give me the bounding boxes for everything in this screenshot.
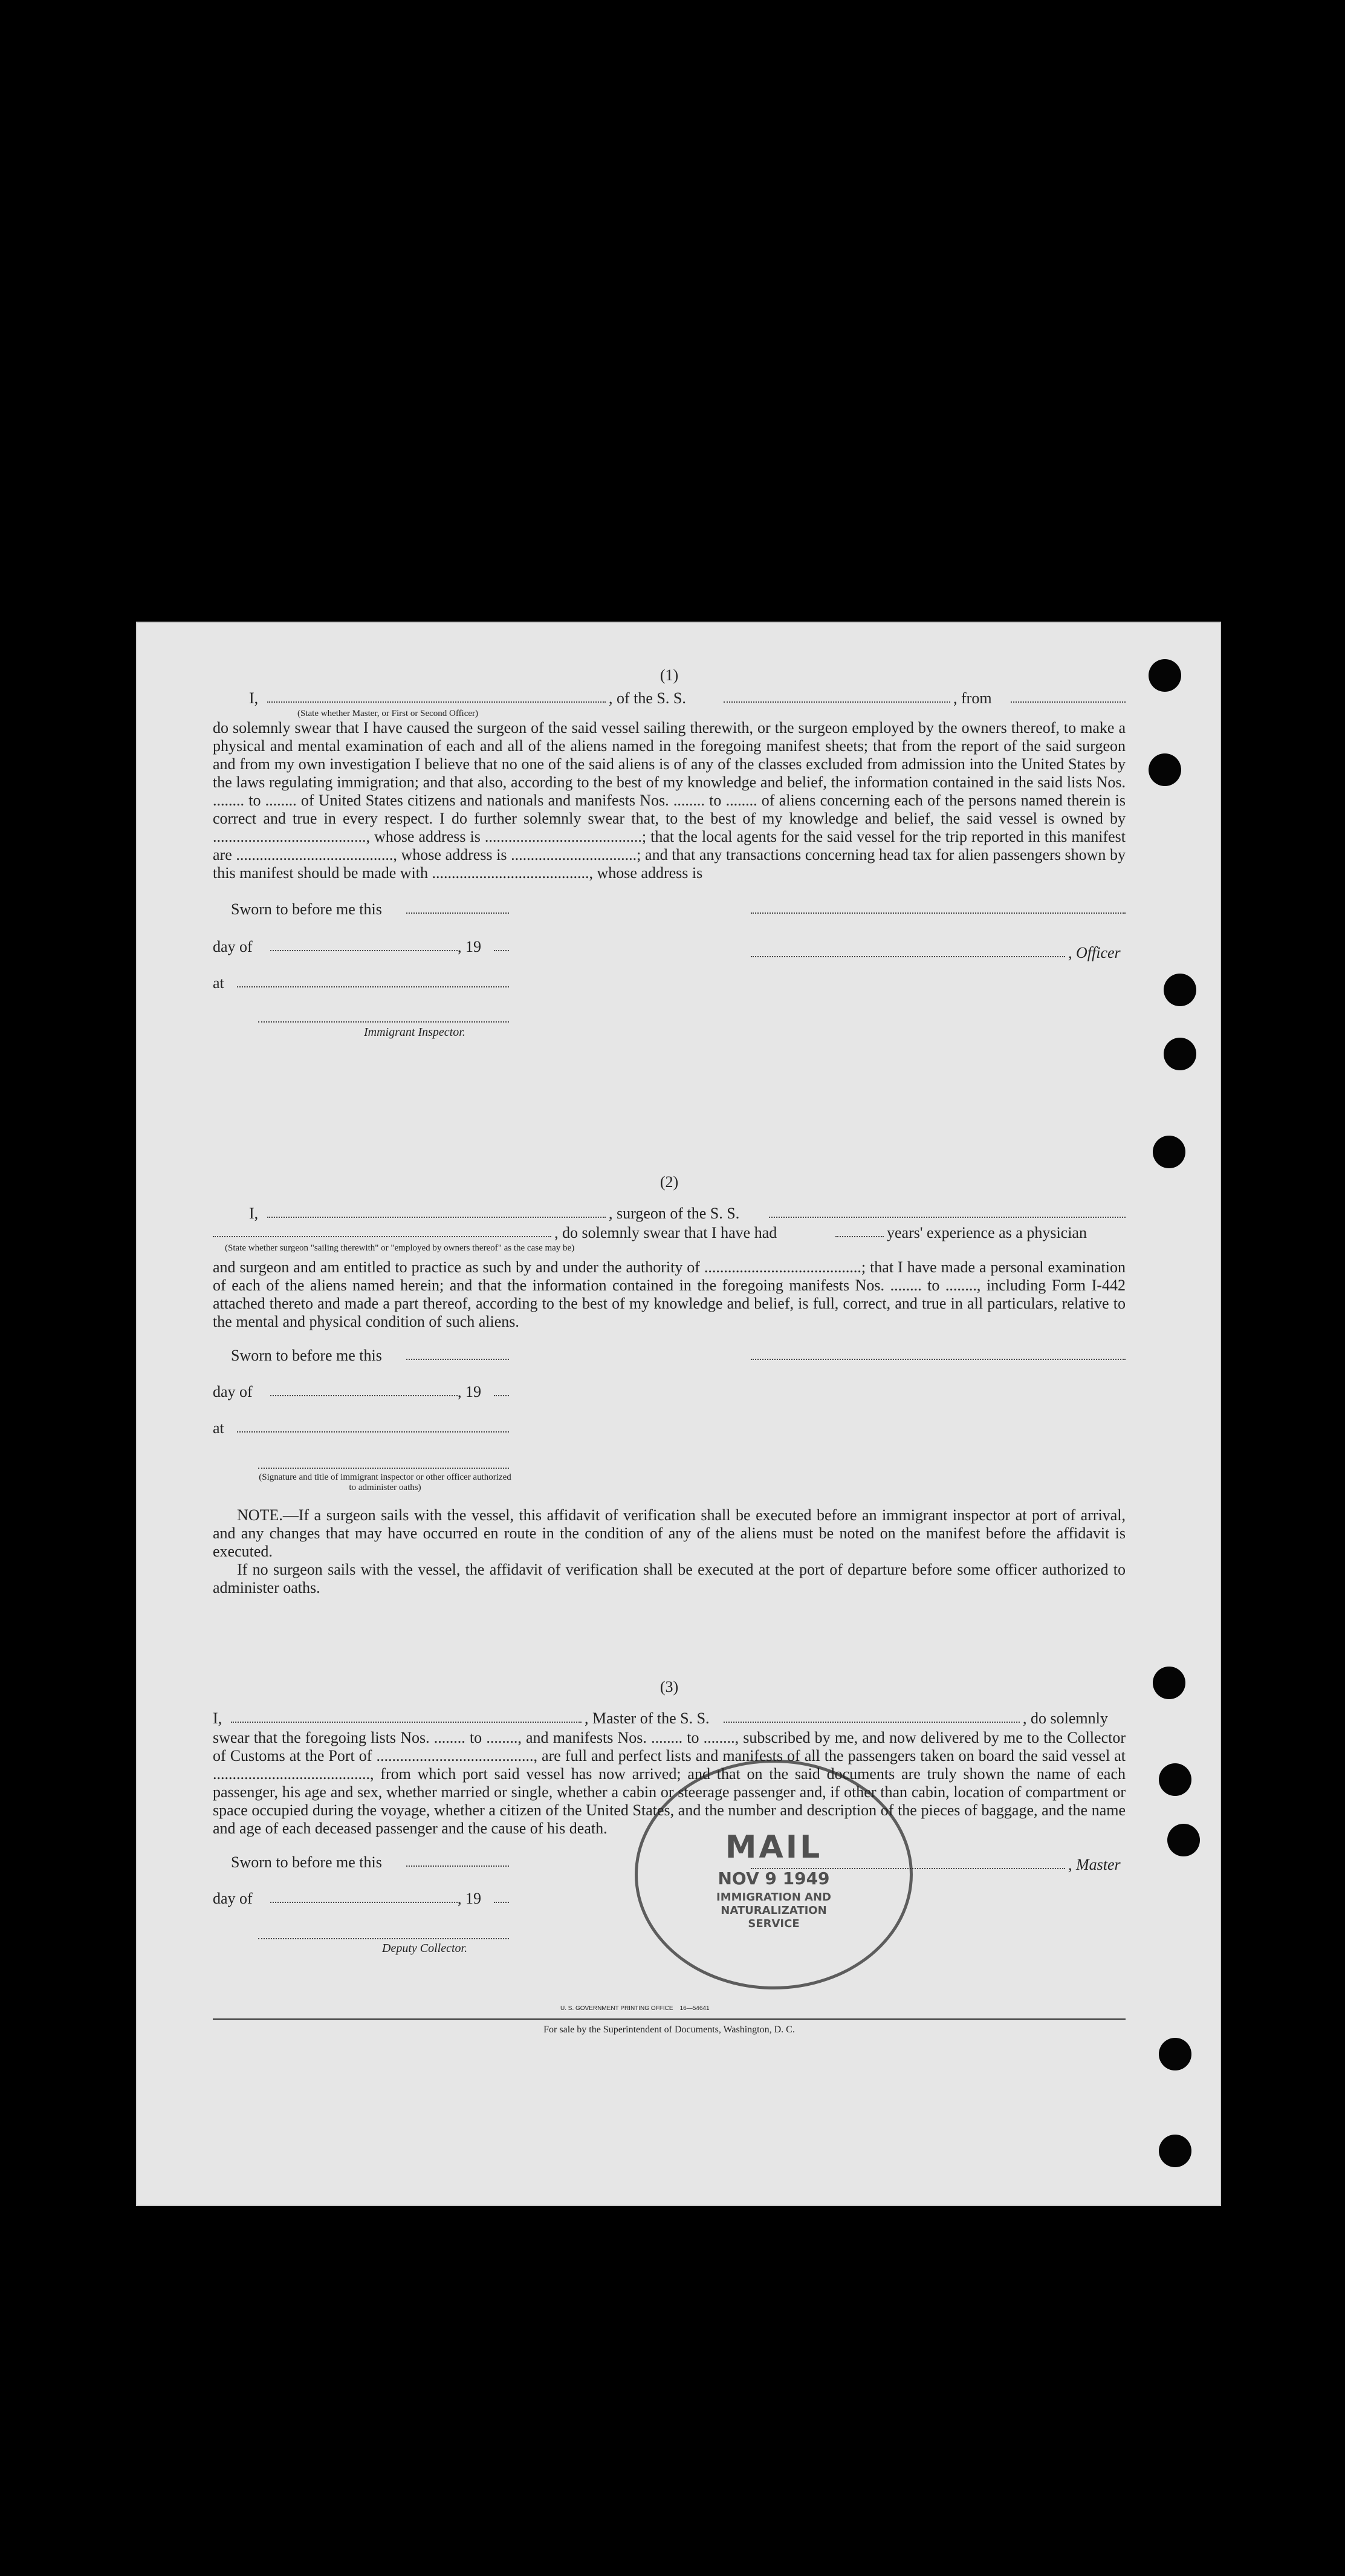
section-body: and surgeon and am entitled to practice as such by and under the authority of ........................................; that I have made a personal examination of each of the aliens named herein; and that the information contained in the foregoing manifests Nos. ........ to ........, including Form I-442 attached thereto and made a part thereof, according to the best of my knowledge and belief, is full, correct, and true in all particulars, relative to the mental and physical condition of such aliens. [213,1258,1126,1330]
section-master-delivery-oath: (3) I, , Master of the S. S. , do solemnly swear that the foregoing lists Nos. ........ to ........, and manifests Nos. ........ to ........, subscribed by me, and now delivered by me to the Collector of Customs at the Port of ........................................, are full and perfect lists and manifests of all the passengers taken on board the said vessel at ........................................, from which port said vessel has now arrived; and that on the said documents are truly shown the name of each passenger, his age and sex, whether married or single, whether a cabin or steerage passenger and, if other than cabin, location of compartment or space occupied during the voyage, whether a citizen of the United States, and the number and description of the pieces of baggage, and the name and age of each deceased passenger and the cause of his death. Sworn to before me this , Master day of , 19 Deputy Collector. [213,1678,1126,1955]
day-field[interactable] [270,1383,458,1396]
binder-hole [1167,1824,1200,1856]
note-paragraph: If no surgeon sails with the vessel, the affidavit of verification shall be executed at the port of departure before some officer authorized to administer oaths. [213,1561,1126,1596]
surgeon-vessel-field[interactable] [769,1205,1126,1218]
binder-hole [1164,974,1196,1006]
vessel-name-field[interactable] [724,689,950,703]
collector-signature-field[interactable] [258,1926,509,1939]
section-number: (3) [660,1678,679,1696]
field-caption: (State whether surgeon "sailing therewith" or "employed by owners thereof" as the case may be) [225,1243,575,1253]
section-body: swear that the foregoing lists Nos. ........ to ........, and manifests Nos. ........ to ........, subscribed by me, and now delivered by me to the Collector of Customs at the Port of ........................................, are full and perfect lists and manifests of all the passengers taken on board the said vessel at ........................................, from which port said vessel has now arrived; and that on the said documents are truly shown the name of each passenger, his age and sex, whether married or single, whether a cabin or steerage passenger and, if other than cabin, location of compartment or space occupied during the voyage, whether a citizen of the United States, and the number and description of the pieces of baggage, and the name and age of each deceased passenger and the cause of his death. [213,1729,1126,1837]
master-name-field[interactable] [267,689,606,703]
binder-hole [1153,1136,1185,1168]
sworn-date-field[interactable] [406,1347,509,1360]
section-surgeon-oath: (2) I, , surgeon of the S. S. , do solemnly swear that I have had years' experience as a physician (State whether surgeon "sailing therewith" or "employed by owners thereof" as the case may be) and surgeon and am entitled to practice as such by and under the authority of ........................................; that I have made a personal examination of each of the aliens named herein; and that the information contained in the foregoing manifests Nos. ........ to ........, including Form I-442 attached thereto and made a part thereof, according to the best of my knowledge and belief, is full, correct, and true in all particulars, relative to the mental and physical condition of such aliens. Sworn to before me this day of , 19 at (Signature and title of immigrant inspector or other officer authorized to administer oaths) NOTE.—If a surgeon sails with the vessel, this affidavit of verification shall be executed before an immigrant inspector at port of arrival, and any changes that may have occurred en route in the condition of any of the aliens must be noted on the manifest before the affidavit is executed. If no surgeon sails with the vessel, the affidavit of verification shall be executed at the port of departure before some officer authorized to administer oaths. [213,1173,1126,1596]
sworn-date-field[interactable] [406,900,509,914]
binder-hole [1159,1763,1191,1796]
section-master-oath: (1) I, , of the S. S. , from (State whether Master, or First or Second Officer) do solemnly swear that I have caused the surgeon of the said vessel sailing therewith, or the surgeon employed by the owners thereof, to make a physical and mental examination of each and all of the aliens named in the foregoing manifest sheets; that from the report of the said surgeon and from my own investigation I believe that no one of the said aliens is of any of the classes excluded from admission into the United States by the laws regulating immigration; and that also, according to the best of my knowledge and belief, the information contained in the said lists Nos. ........ to ........ of United States citizens and nationals and manifests Nos. ........ to ........ of aliens concerning each of the persons named therein is correct and true in every respect. I do further solemnly swear that, to the best of my knowledge and belief, the said vessel is owned by ......................................., whose address is ........................................; that the local agents for the said vessel for the trip reported in this manifest are ........................................, whose address is ................................; and that any transactions concerning head tax for alien passengers shown by this manifest should be made with ........................................, whose address is Sworn to before me this day of , 19 , Officer at Immigrant Inspector. [213,666,1126,1039]
sale-notice: For sale by the Superintendent of Documents, Washington, D. C. [543,2025,795,2035]
master-name-field[interactable] [231,1709,582,1723]
year-field[interactable] [494,1383,509,1396]
sworn-date-field[interactable] [406,1853,509,1867]
section-number: (1) [660,666,679,684]
binder-hole [1153,1667,1185,1699]
place-field[interactable] [237,1419,509,1433]
binder-hole [1159,2135,1191,2167]
year-field[interactable] [494,1890,509,1903]
officer-title-field[interactable] [751,944,1065,957]
section-body: do solemnly swear that I have caused the surgeon of the said vessel sailing therewith, or the surgeon employed by the owners thereof, to make a physical and mental examination of each and all of the aliens named in the foregoing manifest sheets; that from the report of the said surgeon and from my own investigation I believe that no one of the said aliens is of any of the classes excluded from admission into the United States by the laws regulating immigration; and that also, according to the best of my knowledge and belief, the information contained in the said lists Nos. ........ to ........ of United States citizens and nationals and manifests Nos. ........ to ........ of aliens concerning each of the persons named therein is correct and true in every respect. I do further solemnly swear that, to the best of my knowledge and belief, the said vessel is owned by ......................................., whose address is ........................................; that the local agents for the said vessel for the trip reported in this manifest are ........................................, whose address is ................................; and that any transactions concerning head tax for alien passengers shown by this manifest should be made with ........................................, whose address is [213,719,1126,882]
day-field[interactable] [270,938,458,951]
day-field[interactable] [270,1890,458,1903]
binder-hole [1149,753,1181,786]
year-field[interactable] [494,938,509,951]
officer-signature-field[interactable] [751,900,1126,914]
field-caption: (State whether Master, or First or Second Officer) [297,709,479,718]
binder-hole [1159,2038,1191,2070]
surgeon-status-field[interactable] [213,1224,551,1237]
surgeon-name-field[interactable] [267,1205,606,1218]
manifest-page [136,622,1221,2206]
years-experience-field[interactable] [835,1224,884,1237]
section-number: (2) [660,1173,679,1191]
place-field[interactable] [237,974,509,987]
departure-port-field[interactable] [1011,689,1126,703]
note-paragraph: NOTE.—If a surgeon sails with the vessel, this affidavit of verification shall be executed before an immigrant inspector at port of arrival, and any changes that may have occurred en route in the condition of any of the aliens must be noted on the manifest before the affidavit is executed. [213,1506,1126,1560]
binder-hole [1149,659,1181,692]
inspector-signature-field[interactable] [258,1009,509,1023]
mail-stamp: MAIL NOV 9 1949 IMMIGRATION AND NATURALIZATION SERVICE [635,1760,913,1989]
signature-caption: (Signature and title of immigrant inspector or other officer authorized to administer oaths) [259,1472,511,1492]
inspector-signature-field[interactable] [258,1456,509,1469]
surgeon-signature-field[interactable] [751,1347,1126,1360]
gpo-imprint: U. S. GOVERNMENT PRINTING OFFICE 16—54641 [560,2005,710,2012]
binder-hole [1164,1038,1196,1070]
vessel-name-field[interactable] [724,1709,1020,1723]
